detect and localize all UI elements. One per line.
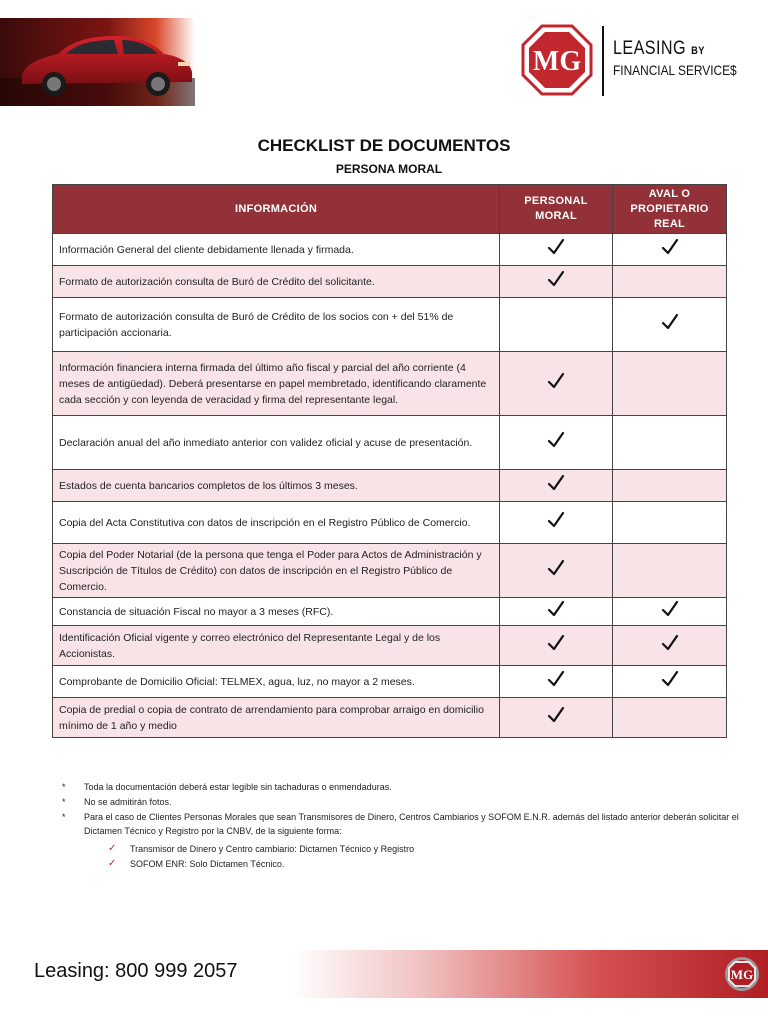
cell-aval [613,470,727,502]
cell-personal-moral [500,598,613,626]
check-mark-icon: ✓ [108,858,117,869]
cell-aval [613,698,727,738]
row-description: Copia de predial o copia de contrato de arrendamiento para comprobar arraigo en domicilio mínimo de 1 año y medio [53,698,500,738]
row-description: Comprobante de Domicilio Oficial: TELMEX, agua, luz, no mayor a 2 meses. [53,666,500,698]
check-icon [546,237,566,257]
cell-personal-moral [500,544,613,598]
check-icon [546,473,566,493]
cell-aval [613,234,727,266]
mg-logo-icon [521,24,593,96]
page-footer [0,950,768,998]
mg-logo-text: MG [532,46,582,77]
cell-aval [613,416,727,470]
row-description: Identificación Oficial vigente y correo electrónico del Representante Legal y de los Accionistas. [53,626,500,666]
cell-personal-moral [500,352,613,416]
row-description: Declaración anual del año inmediato anterior con validez oficial y acuse de presentación. [53,416,500,470]
footer-mg-logo-icon [724,956,760,992]
table-row [53,666,727,698]
car-banner-image [0,18,195,106]
cell-aval [613,266,727,298]
brand-divider [602,26,604,96]
cell-personal-moral [500,266,613,298]
row-description: Formato de autorización consulta de Buró de Crédito de los socios con + del 51% de participación accionaria. [53,298,500,352]
note-text: No se admitirán fotos. [84,797,172,807]
note-item [62,795,752,809]
check-icon [660,669,680,689]
table-body [53,234,727,738]
subnote-text: Transmisor de Dinero y Centro cambiario: Dictamen Técnico y Registro [130,844,415,854]
row-description: Información General del cliente debidamente llenada y firmada. [53,234,500,266]
cell-personal-moral [500,298,613,352]
cell-aval [613,352,727,416]
column-header-aval: AVAL O PROPIETARIO REAL [613,185,727,234]
table-header-row [53,185,727,234]
row-description: Estados de cuenta bancarios completos de los últimos 3 meses. [53,470,500,502]
check-icon [546,599,566,619]
cell-aval [613,298,727,352]
check-mark-icon: ✓ [108,843,117,854]
subnote-text: SOFOM ENR: Solo Dictamen Técnico. [130,859,285,869]
subnote-item [108,857,752,871]
row-description: Información financiera interna firmada del último año fiscal y parcial del año corriente (4 meses de antigüedad). Deberá presentarse en papel membretado, identificando claramente cada sección y con leyenda de veracidad y firma del representante legal. [53,352,500,416]
row-description: Copia del Acta Constitutiva con datos de inscripción en el Registro Público de Comercio. [53,502,500,544]
brand-financial-services: FINANCIAL SERVICE$ [613,62,737,78]
cell-personal-moral [500,698,613,738]
footer-phone: Leasing: 800 999 2057 [34,960,238,982]
check-icon [660,633,680,653]
check-icon [546,705,566,725]
note-bullet: * [62,797,66,807]
brand-wordmark [613,38,759,78]
brand-by: BY [691,45,705,57]
row-description: Formato de autorización consulta de Buró de Crédito del solicitante. [53,266,500,298]
check-icon [546,669,566,689]
check-icon [546,510,566,530]
cell-aval [613,544,727,598]
note-bullet: * [62,812,66,822]
cell-personal-moral [500,416,613,470]
table-row [53,598,727,626]
cell-aval [613,666,727,698]
table-row [53,470,727,502]
note-text: Para el caso de Clientes Personas Morales que sean Transmisores de Dinero, Centros Cambiarios y SOFOM E.N.R. además del listado anterior deberán solicitar el Dictamen Técnico y Registro por la CNBV, de la siguiente forma: [84,812,739,836]
footer-logo-text: MG [730,967,754,982]
check-icon [546,558,566,578]
page-title: CHECKLIST DE DOCUMENTOS [257,136,511,155]
table-row [53,626,727,666]
row-description: Copia del Poder Notarial (de la persona que tenga el Poder para Actos de Administración y Suscripción de Títulos de Crédito) con datos de inscripción en el Registro Público de Comercio. [53,544,500,598]
check-icon [660,237,680,257]
table-row [53,298,727,352]
note-item [62,810,752,838]
cell-personal-moral [500,502,613,544]
subnote-item [108,842,752,856]
note-bullet: * [62,782,66,792]
check-icon [546,633,566,653]
cell-aval [613,502,727,544]
cell-personal-moral [500,234,613,266]
table-row [53,266,727,298]
check-icon [660,312,680,332]
check-icon [660,599,680,619]
cell-personal-moral [500,470,613,502]
note-item [62,780,752,794]
table-row [53,698,727,738]
table-row [53,502,727,544]
note-text: Toda la documentación deberá estar legible sin tachaduras o enmendaduras. [84,782,392,792]
check-icon [546,430,566,450]
check-icon [546,269,566,289]
column-header-personal-moral: PERSONAL MORAL [500,185,613,234]
column-header-informacion: INFORMACIÓN [53,185,500,234]
table-row [53,544,727,598]
row-description: Constancia de situación Fiscal no mayor a 3 meses (RFC). [53,598,500,626]
cell-personal-moral [500,666,613,698]
check-icon [546,371,566,391]
table-row [53,416,727,470]
cell-aval [613,626,727,666]
table-row [53,234,727,266]
subnotes-list [108,842,752,871]
checklist-table [52,184,727,738]
cell-aval [613,598,727,626]
notes-section [62,780,752,872]
page-subtitle: PERSONA MORAL [335,162,443,176]
brand-leasing: LEASING BY [613,38,705,59]
page-header [0,0,768,120]
cell-personal-moral [500,626,613,666]
table-row [53,352,727,416]
